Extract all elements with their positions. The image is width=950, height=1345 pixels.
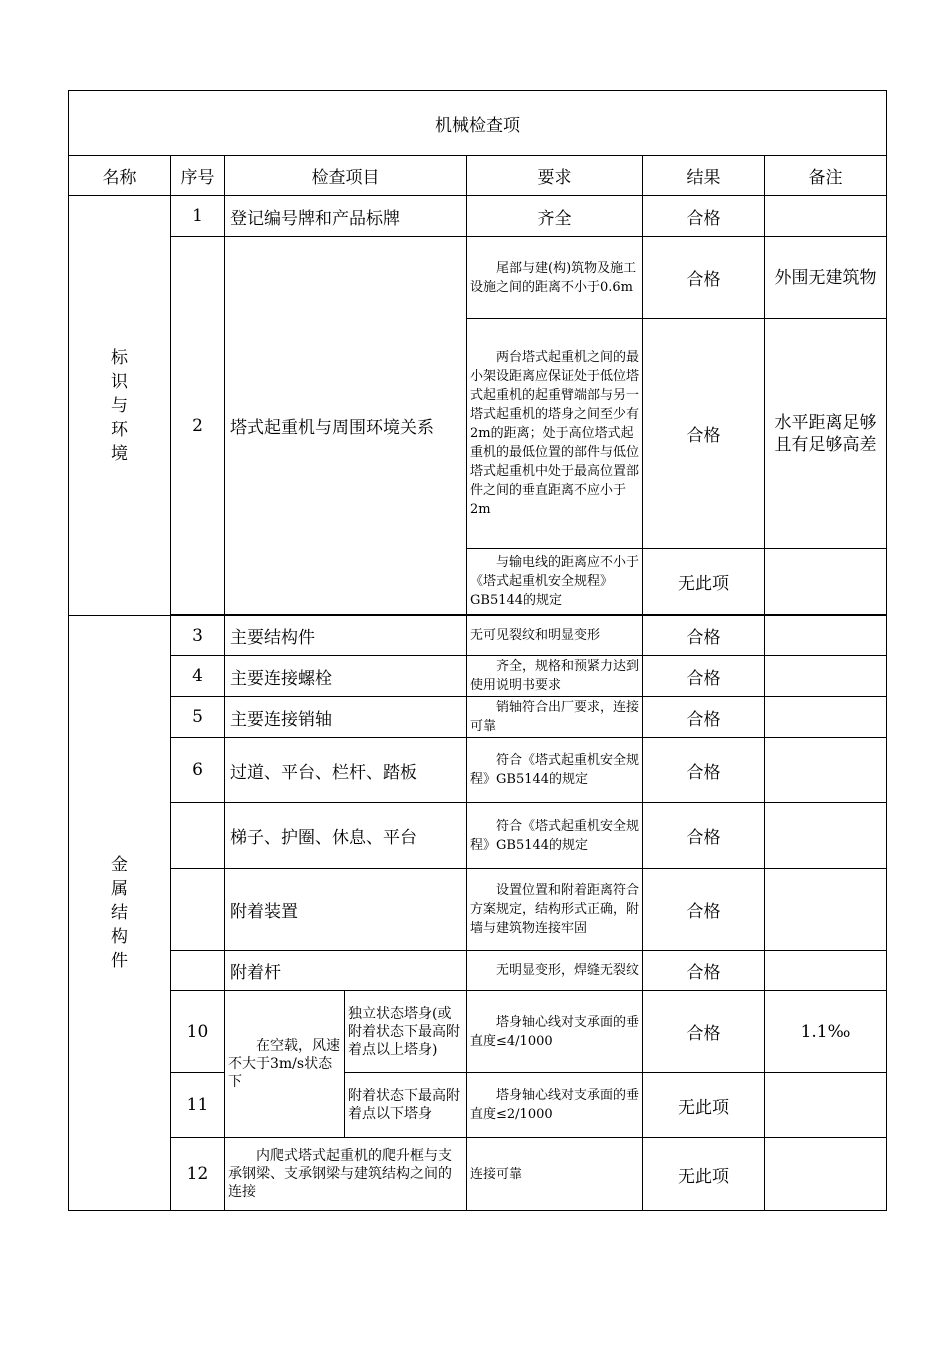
table-row	[69, 616, 887, 656]
table-row	[69, 869, 887, 951]
group-label-metal-structure: 金 属 结 构 件	[69, 616, 171, 1211]
row-note	[765, 869, 887, 951]
row-result: 无此项	[643, 549, 765, 615]
row-item: 内爬式塔式起重机的爬升框与支承钢梁、支承钢梁与建筑结构之间的连接	[225, 1138, 467, 1211]
table-row	[69, 991, 887, 1073]
row-note	[765, 1138, 887, 1211]
inspection-table	[68, 90, 887, 1211]
row-result: 合格	[643, 616, 765, 656]
row-item: 主要连接螺栓	[225, 656, 467, 697]
row-number: 3	[171, 616, 225, 656]
row-note	[765, 616, 887, 656]
row-item: 塔式起重机与周围环境关系	[225, 237, 467, 615]
row-number: 4	[171, 656, 225, 697]
row-number: 2	[171, 237, 225, 615]
row-note: 1.1‰	[765, 991, 887, 1073]
table-row	[69, 951, 887, 991]
table-row	[69, 1073, 887, 1138]
table-row	[69, 738, 887, 803]
row-requirement: 齐全，规格和预紧力达到使用说明书要求	[467, 656, 643, 697]
header-note: 备注	[765, 156, 887, 196]
row-requirement: 无可见裂纹和明显变形	[467, 616, 643, 656]
header-result: 结果	[643, 156, 765, 196]
row-note	[765, 196, 887, 237]
row-result: 合格	[643, 803, 765, 869]
row-item: 梯子、护圈、休息、平台	[225, 803, 467, 869]
group-label-identification: 标 识 与 环 境	[69, 196, 171, 616]
row-note: 水平距离足够且有足够高差	[765, 319, 887, 549]
header-name: 名称	[69, 156, 171, 196]
row-result: 合格	[643, 196, 765, 237]
row-number	[171, 803, 225, 869]
header-row	[69, 156, 887, 196]
row-number: 6	[171, 738, 225, 803]
row-result: 无此项	[643, 1138, 765, 1211]
row-note	[765, 803, 887, 869]
row-requirement: 塔身轴心线对支承面的垂直度≤4/1000	[467, 991, 643, 1073]
row-result: 合格	[643, 237, 765, 319]
row-item: 主要连接销轴	[225, 697, 467, 738]
row-requirement: 符合《塔式起重机安全规程》GB5144的规定	[467, 803, 643, 869]
row-result: 无此项	[643, 1073, 765, 1138]
table-row	[69, 1138, 887, 1211]
header-no: 序号	[171, 156, 225, 196]
row-condition: 在空载，风速不大于3m/s状态下	[225, 991, 345, 1138]
row-result: 合格	[643, 991, 765, 1073]
row-requirement: 销轴符合出厂要求，连接可靠	[467, 697, 643, 738]
row-result: 合格	[643, 738, 765, 803]
row-requirement: 设置位置和附着距离符合方案规定，结构形式正确，附墙与建筑物连接牢固	[467, 869, 643, 951]
row-requirement: 符合《塔式起重机安全规程》GB5144的规定	[467, 738, 643, 803]
row-result: 合格	[643, 869, 765, 951]
header-item: 检查项目	[225, 156, 467, 196]
row-requirement: 齐全	[467, 196, 643, 237]
row-requirement: 无明显变形，焊缝无裂纹	[467, 951, 643, 991]
row-item: 附着装置	[225, 869, 467, 951]
row-requirement: 与输电线的距离应不小于《塔式起重机安全规程》GB5144的规定	[467, 549, 643, 615]
row-requirement: 塔身轴心线对支承面的垂直度≤2/1000	[467, 1073, 643, 1138]
row-note	[765, 656, 887, 697]
row-note	[765, 738, 887, 803]
row-result: 合格	[643, 319, 765, 549]
row-result: 合格	[643, 697, 765, 738]
row-note	[765, 951, 887, 991]
row-item: 过道、平台、栏杆、踏板	[225, 738, 467, 803]
row-number	[171, 869, 225, 951]
row-number	[171, 951, 225, 991]
table-row	[69, 697, 887, 738]
row-result: 合格	[643, 951, 765, 991]
row-requirement: 两台塔式起重机之间的最小架设距离应保证处于低位塔式起重机的起重臂端部与另一塔式起重机的塔身之间至少有2m的距离；处于高位塔式起重机的最低位置的部件与低位塔式起重机中处于最高位置部件之间的垂直距离不应小于2m	[467, 319, 643, 549]
table-title: 机械检查项	[69, 91, 887, 156]
table-row	[69, 803, 887, 869]
row-note	[765, 697, 887, 738]
row-sub-item: 独立状态塔身(或附着状态下最高附着点以上塔身)	[345, 991, 467, 1073]
row-item: 主要结构件	[225, 616, 467, 656]
row-item: 登记编号牌和产品标牌	[225, 196, 467, 237]
table-row	[69, 196, 887, 237]
header-requirement: 要求	[467, 156, 643, 196]
row-result: 合格	[643, 656, 765, 697]
row-sub-item: 附着状态下最高附着点以下塔身	[345, 1073, 467, 1138]
row-note: 外围无建筑物	[765, 237, 887, 319]
row-number: 10	[171, 991, 225, 1073]
row-note	[765, 549, 887, 615]
row-number: 1	[171, 196, 225, 237]
row-note	[765, 1073, 887, 1138]
row-requirement: 连接可靠	[467, 1138, 643, 1211]
table-row	[69, 237, 887, 319]
table-row	[69, 656, 887, 697]
row-number: 11	[171, 1073, 225, 1138]
row-number: 12	[171, 1138, 225, 1211]
row-item: 附着杆	[225, 951, 467, 991]
row-number: 5	[171, 697, 225, 738]
row-requirement: 尾部与建(构)筑物及施工设施之间的距离不小于0.6m	[467, 237, 643, 319]
